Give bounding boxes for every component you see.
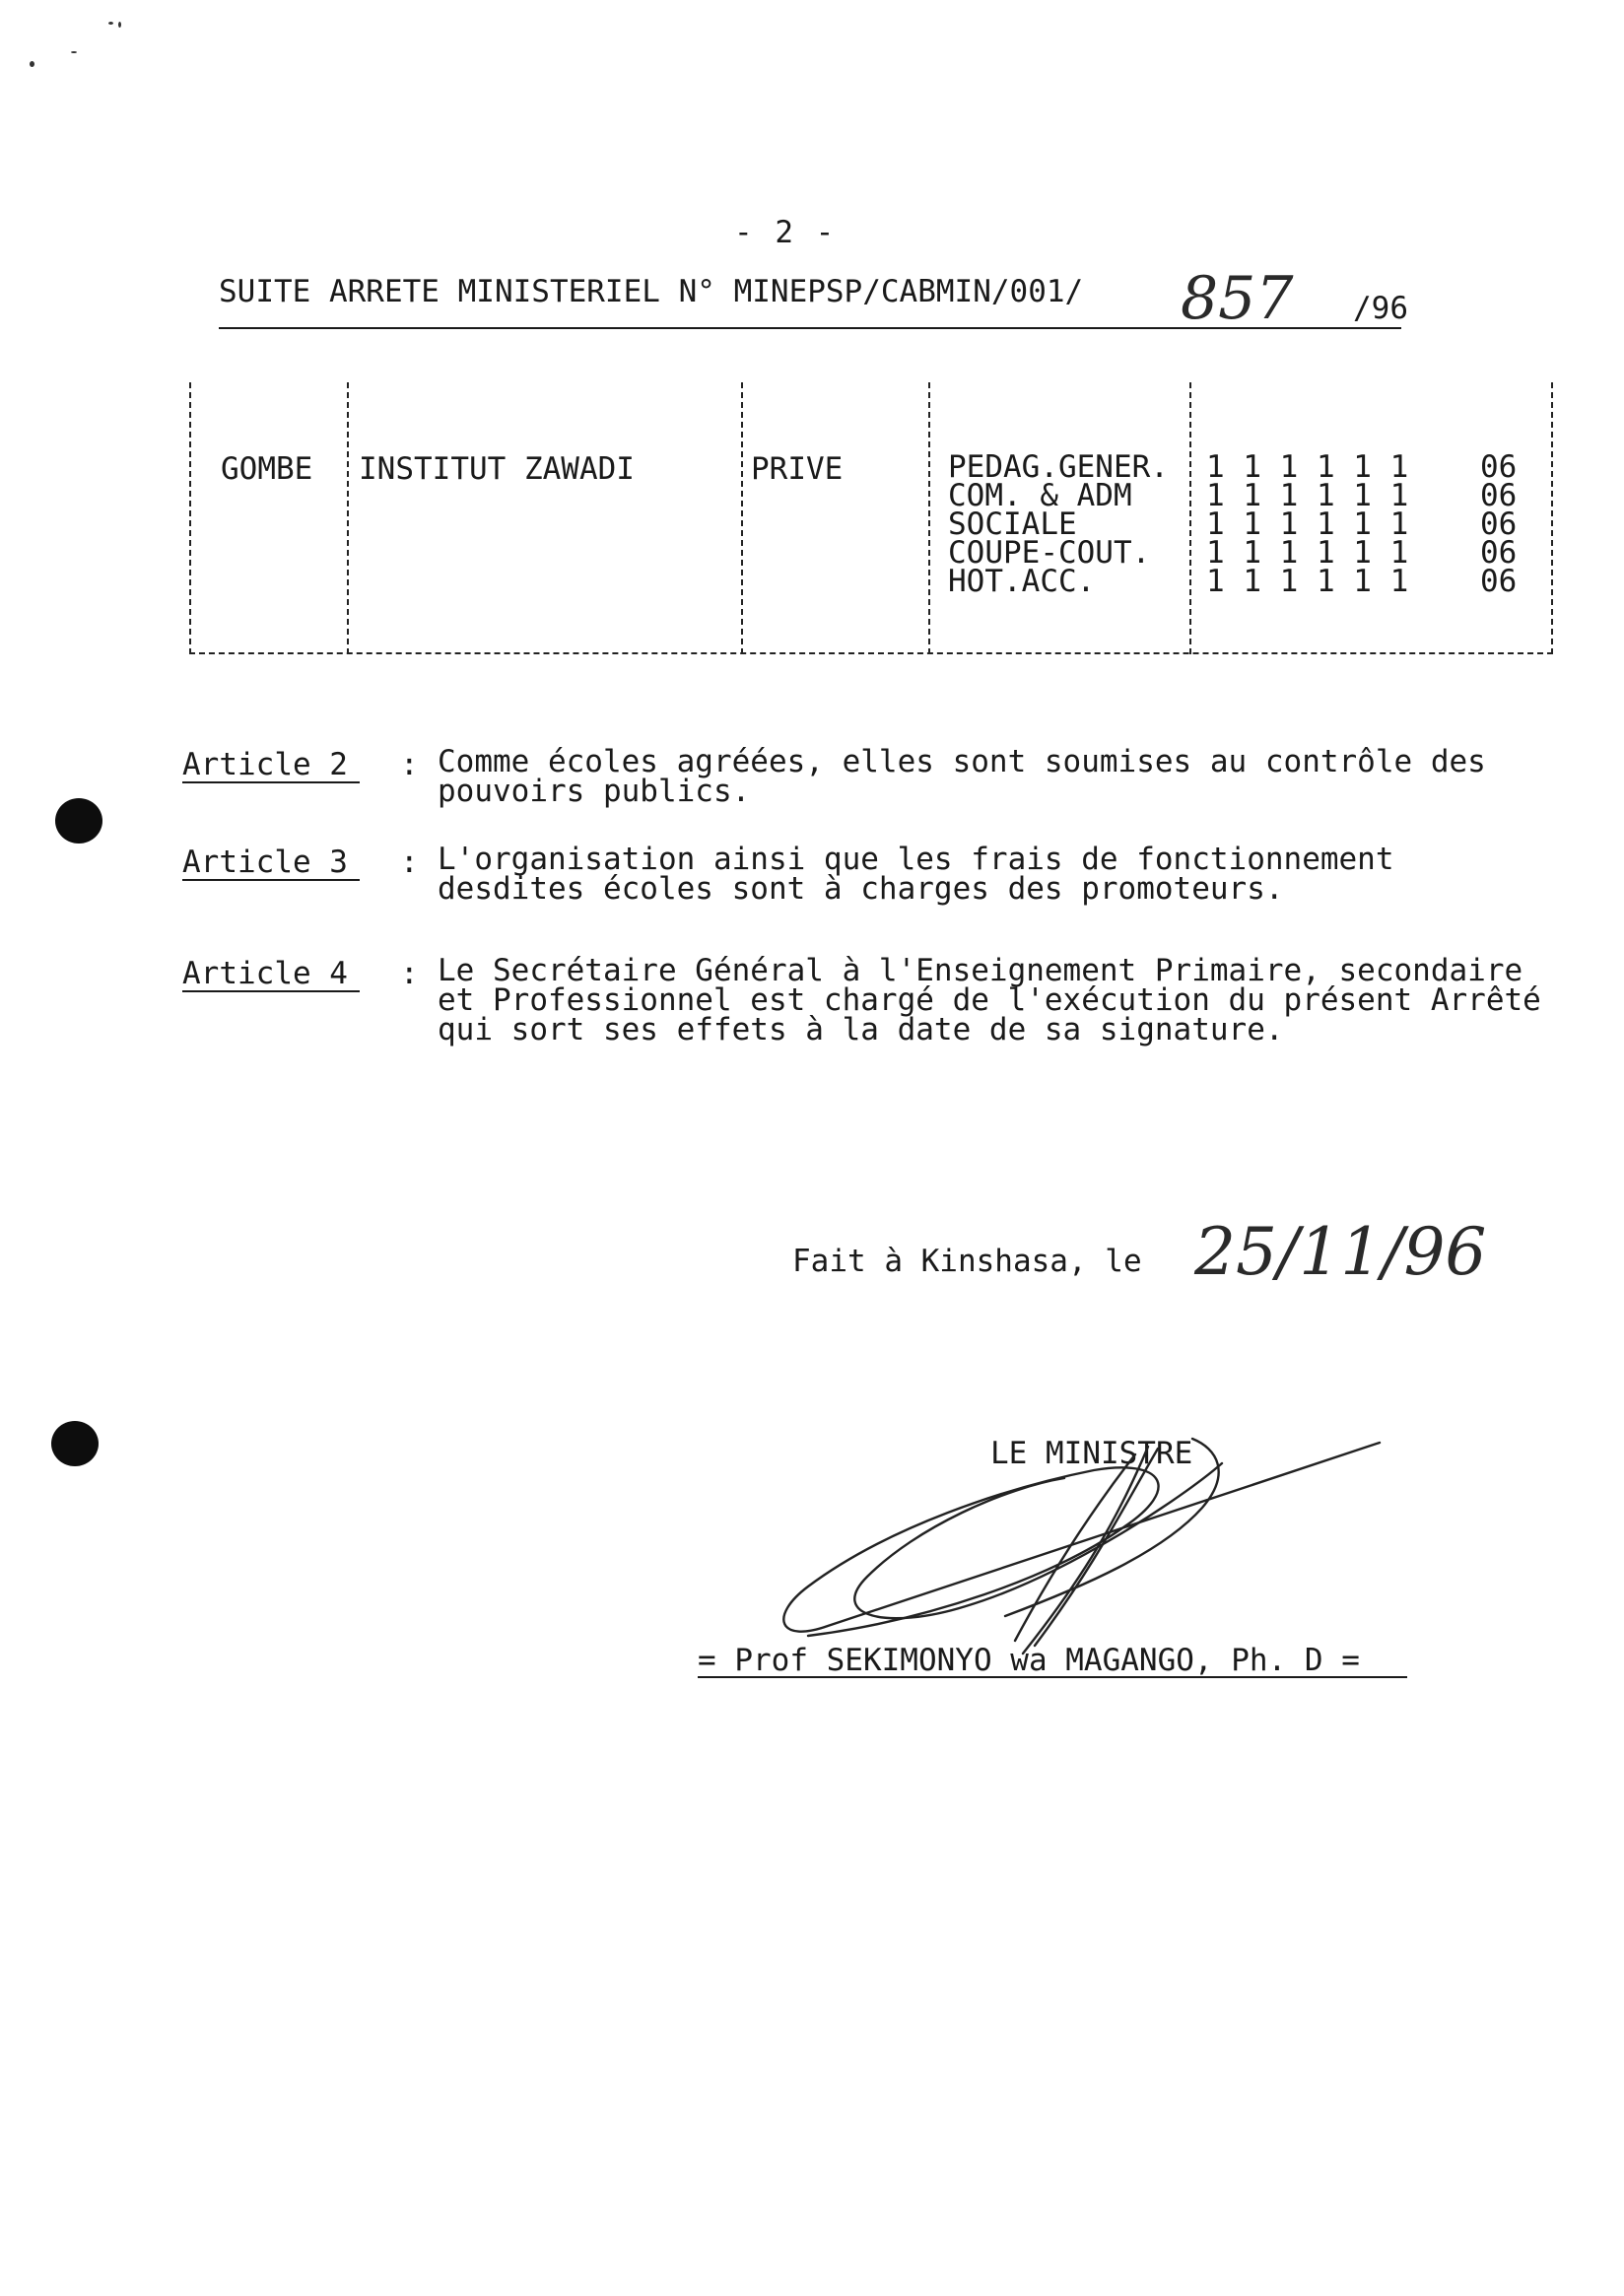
article-colon: : (400, 956, 419, 991)
option-name: COM. & ADM (948, 478, 1132, 513)
table-bottom-border (189, 652, 1553, 654)
reference-underline (219, 327, 1401, 329)
option-total: 06 (1480, 535, 1518, 571)
decree-year: /96 (1353, 291, 1408, 326)
decree-number-handwritten: 857 (1181, 264, 1294, 333)
grade-counts: 1 1 1 1 1 1 (1206, 506, 1409, 542)
article-text: Le Secrétaire Général à l'Enseignement Primaire, secondaire et Professionnel est chargé de l'exécution du présent Arrêté qui sort ses effets à la date de sa signature. (438, 953, 1541, 1047)
article-label-underline (182, 781, 360, 783)
grade-counts: 1 1 1 1 1 1 (1206, 449, 1409, 485)
table-divider (928, 382, 930, 654)
article-label: Article 4 (182, 956, 348, 991)
article-label-underline (182, 879, 360, 881)
signature-scribble (769, 1419, 1399, 1675)
table-divider (1189, 382, 1191, 654)
option-total: 06 (1480, 506, 1518, 542)
option-total: 06 (1480, 564, 1518, 599)
place-date: Fait à Kinshasa, le (792, 1244, 1142, 1279)
article-label: Article 2 (182, 747, 348, 782)
page-number: - 2 - (734, 215, 837, 250)
scan-speck (71, 51, 77, 53)
option-name: PEDAG.GENER. (948, 449, 1169, 485)
article-text: L'organisation ainsi que les frais de fonctionnement desdites écoles sont à charges des promoteurs. (438, 842, 1394, 907)
scan-speck (30, 61, 34, 67)
option-name: HOT.ACC. (948, 564, 1096, 599)
option-name: COUPE-COUT. (948, 535, 1151, 571)
article-text: Comme écoles agréées, elles sont soumises au contrôle des pouvoirs publics. (438, 744, 1486, 809)
punch-hole (51, 1421, 99, 1466)
commune-cell: GOMBE (221, 451, 313, 487)
date-handwritten: 25/11/96 (1194, 1214, 1487, 1290)
punch-hole (55, 798, 102, 844)
status-cell: PRIVE (751, 451, 844, 487)
grade-counts: 1 1 1 1 1 1 (1206, 478, 1409, 513)
option-total: 06 (1480, 478, 1518, 513)
option-name: SOCIALE (948, 506, 1077, 542)
table-border-left (189, 382, 191, 654)
article-label-underline (182, 990, 360, 992)
scan-speck (108, 22, 113, 25)
table-divider (741, 382, 743, 654)
grade-counts: 1 1 1 1 1 1 (1206, 535, 1409, 571)
decree-reference: SUITE ARRETE MINISTERIEL N° MINEPSP/CABMIN/001/ (219, 274, 1084, 309)
article-colon: : (400, 747, 419, 782)
signatory-name: = Prof SEKIMONYO wa MAGANGO, Ph. D = (698, 1643, 1360, 1678)
signatory-underline (698, 1676, 1407, 1678)
option-total: 06 (1480, 449, 1518, 485)
article-label: Article 3 (182, 844, 348, 880)
table-divider (347, 382, 349, 654)
grade-counts: 1 1 1 1 1 1 (1206, 564, 1409, 599)
school-name-cell: INSTITUT ZAWADI (359, 451, 635, 487)
table-border-right (1551, 382, 1553, 654)
minister-title: LE MINISTRE (990, 1436, 1193, 1471)
article-colon: : (400, 844, 419, 880)
scan-speck (118, 22, 121, 28)
